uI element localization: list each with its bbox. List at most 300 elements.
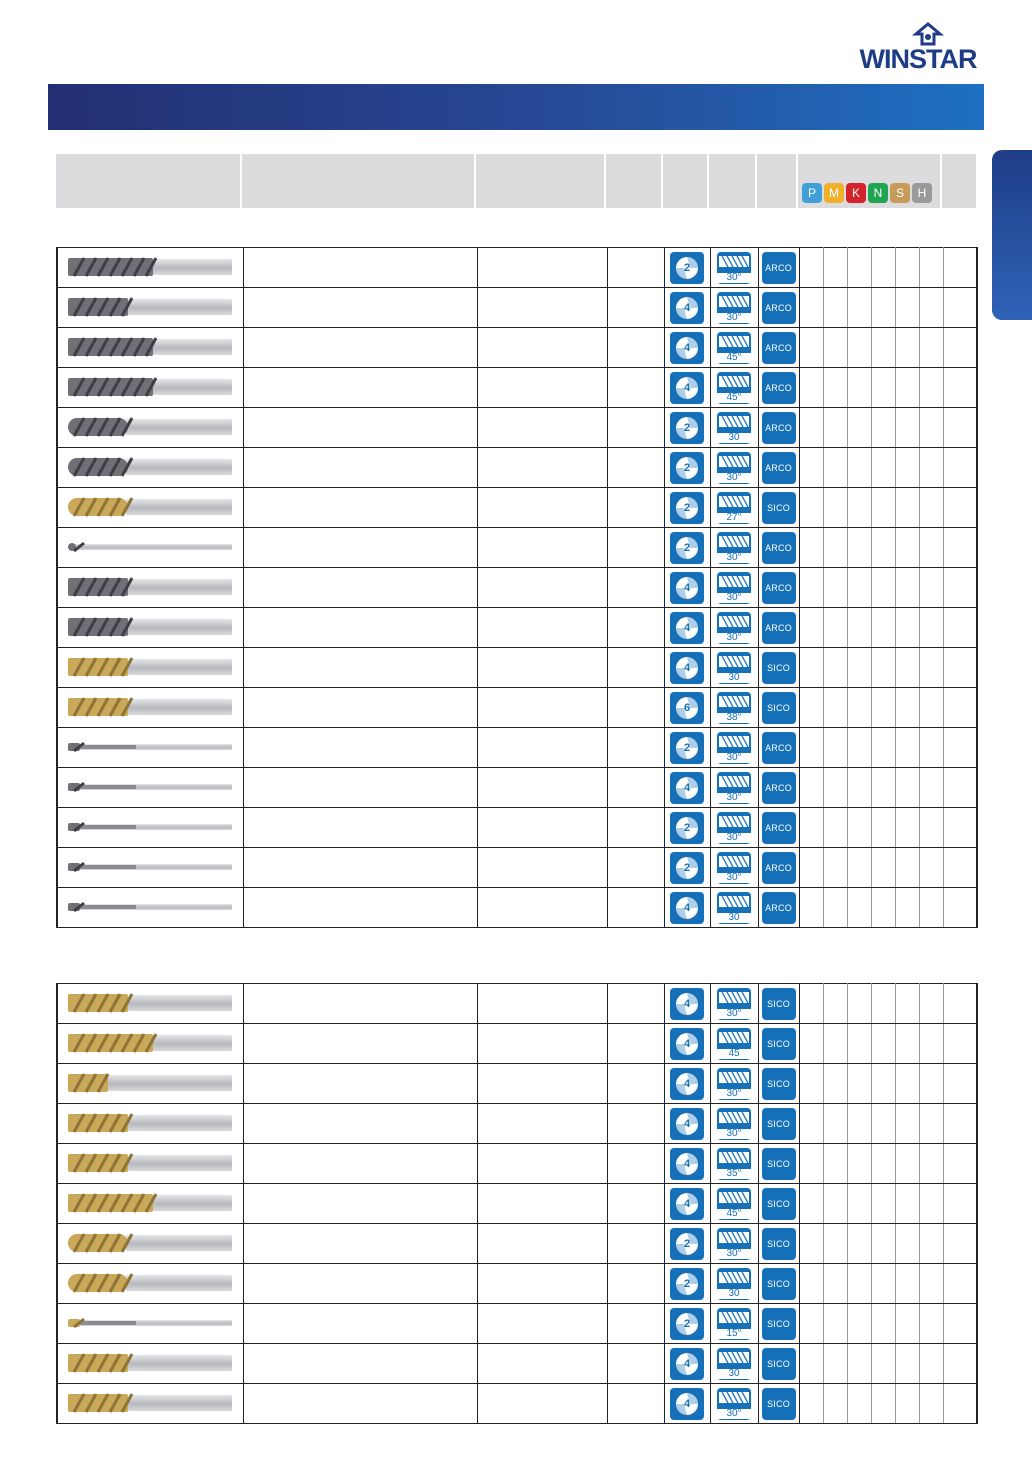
header-cell-series bbox=[242, 154, 476, 208]
helix-cell bbox=[710, 528, 758, 568]
flutes-icon bbox=[670, 692, 704, 724]
material-cell bbox=[847, 848, 871, 888]
end-cell bbox=[943, 1064, 977, 1104]
series-cell bbox=[243, 888, 477, 928]
helix-angle-icon bbox=[717, 1388, 751, 1420]
flutes-icon bbox=[670, 1028, 704, 1060]
coating-badge: ARCO bbox=[762, 772, 796, 804]
end-cell bbox=[943, 808, 977, 848]
helix-cell bbox=[710, 848, 758, 888]
material-cell bbox=[871, 888, 895, 928]
table-row[interactable] bbox=[57, 648, 977, 688]
material-cell bbox=[871, 768, 895, 808]
table-row[interactable] bbox=[57, 1384, 977, 1424]
material-cell bbox=[895, 568, 919, 608]
coating-cell bbox=[758, 1064, 799, 1104]
helix-angle-icon bbox=[717, 252, 751, 284]
series-cell bbox=[243, 488, 477, 528]
coating-badge: ARCO bbox=[762, 532, 796, 564]
helix-cell bbox=[710, 1144, 758, 1184]
material-cell bbox=[799, 328, 823, 368]
material-cell bbox=[823, 248, 847, 288]
flutes-icon bbox=[670, 492, 704, 524]
tool-image-cell bbox=[57, 608, 243, 648]
flutes-cell bbox=[664, 1024, 710, 1064]
material-cell bbox=[919, 648, 943, 688]
tool-image bbox=[68, 256, 232, 278]
series-cell bbox=[243, 1104, 477, 1144]
flutes-cell bbox=[664, 1144, 710, 1184]
table-row[interactable] bbox=[57, 368, 977, 408]
end-cell bbox=[943, 1184, 977, 1224]
coating-cell bbox=[758, 328, 799, 368]
table-row[interactable] bbox=[57, 1064, 977, 1104]
flutes-icon bbox=[670, 892, 704, 924]
coating-cell bbox=[758, 1024, 799, 1064]
tool-image bbox=[68, 1232, 232, 1254]
helix-cell bbox=[710, 808, 758, 848]
helix-angle-icon bbox=[717, 852, 751, 884]
material-cell bbox=[895, 848, 919, 888]
flutes-cell bbox=[664, 1264, 710, 1304]
material-cell bbox=[799, 448, 823, 488]
type-cell bbox=[477, 768, 607, 808]
flutes-icon bbox=[670, 652, 704, 684]
flutes-count: 4 bbox=[683, 901, 691, 914]
material-cell bbox=[871, 408, 895, 448]
material-cell bbox=[919, 808, 943, 848]
section-side-tab[interactable] bbox=[992, 150, 1032, 320]
material-cell bbox=[799, 688, 823, 728]
material-cell bbox=[799, 248, 823, 288]
coating-cell bbox=[758, 448, 799, 488]
end-cell bbox=[943, 1344, 977, 1384]
flutes-cell bbox=[664, 488, 710, 528]
tool-image-cell bbox=[57, 1024, 243, 1064]
flutes-count: 4 bbox=[683, 621, 691, 634]
flutes-cell bbox=[664, 1104, 710, 1144]
material-cell bbox=[823, 1344, 847, 1384]
series-cell bbox=[243, 984, 477, 1024]
flutes-cell bbox=[664, 648, 710, 688]
range-cell bbox=[607, 1304, 664, 1344]
header-cell-helix bbox=[709, 154, 757, 208]
flutes-cell bbox=[664, 728, 710, 768]
series-cell bbox=[243, 248, 477, 288]
material-cell bbox=[871, 1384, 895, 1424]
flutes-count: 2 bbox=[683, 861, 691, 874]
tool-image-cell bbox=[57, 1304, 243, 1344]
flutes-count: 2 bbox=[683, 1237, 691, 1250]
helix-angle: 38° bbox=[717, 713, 751, 723]
flutes-icon bbox=[670, 452, 704, 484]
flutes-icon bbox=[670, 1388, 704, 1420]
range-cell bbox=[607, 288, 664, 328]
material-cell bbox=[823, 1384, 847, 1424]
helix-angle: 45° bbox=[717, 353, 751, 363]
coating-cell bbox=[758, 1304, 799, 1344]
material-cell bbox=[823, 888, 847, 928]
flutes-cell bbox=[664, 1304, 710, 1344]
range-cell bbox=[607, 768, 664, 808]
coating-cell bbox=[758, 728, 799, 768]
helix-cell bbox=[710, 448, 758, 488]
helix-angle: 45° bbox=[717, 393, 751, 403]
material-cell bbox=[823, 528, 847, 568]
flutes-count: 4 bbox=[683, 1077, 691, 1090]
flutes-icon bbox=[670, 612, 704, 644]
coating-badge: SICO bbox=[762, 492, 796, 524]
helix-angle: 45° bbox=[717, 1209, 751, 1219]
material-cell bbox=[847, 608, 871, 648]
flutes-count: 4 bbox=[683, 301, 691, 314]
series-cell bbox=[243, 608, 477, 648]
material-cell bbox=[799, 1064, 823, 1104]
helix-cell bbox=[710, 1064, 758, 1104]
material-cell bbox=[823, 984, 847, 1024]
tool-image bbox=[68, 376, 232, 398]
helix-angle: 45 bbox=[717, 1049, 751, 1059]
end-cell bbox=[943, 248, 977, 288]
flutes-count: 4 bbox=[683, 381, 691, 394]
header-cell-materials bbox=[798, 154, 942, 208]
material-cell bbox=[895, 1264, 919, 1304]
material-cell bbox=[823, 848, 847, 888]
table-row[interactable] bbox=[57, 768, 977, 808]
flutes-cell bbox=[664, 848, 710, 888]
flutes-cell bbox=[664, 1184, 710, 1224]
coating-badge: ARCO bbox=[762, 252, 796, 284]
coating-cell bbox=[758, 984, 799, 1024]
material-cell bbox=[871, 288, 895, 328]
material-cell bbox=[799, 648, 823, 688]
material-cell bbox=[919, 1344, 943, 1384]
range-cell bbox=[607, 688, 664, 728]
coating-cell bbox=[758, 288, 799, 328]
material-cell bbox=[799, 528, 823, 568]
range-cell bbox=[607, 648, 664, 688]
flutes-cell bbox=[664, 888, 710, 928]
material-cell bbox=[895, 768, 919, 808]
flutes-count: 2 bbox=[683, 461, 691, 474]
material-cell bbox=[895, 808, 919, 848]
series-cell bbox=[243, 648, 477, 688]
material-cell bbox=[847, 1224, 871, 1264]
coating-cell bbox=[758, 568, 799, 608]
range-cell bbox=[607, 888, 664, 928]
coating-badge: ARCO bbox=[762, 332, 796, 364]
flutes-icon bbox=[670, 332, 704, 364]
helix-angle-icon bbox=[717, 1348, 751, 1380]
tool-image bbox=[68, 736, 232, 758]
helix-angle: 30° bbox=[717, 753, 751, 763]
table-row[interactable] bbox=[57, 568, 977, 608]
type-cell bbox=[477, 984, 607, 1024]
helix-cell bbox=[710, 728, 758, 768]
flutes-count: 4 bbox=[683, 341, 691, 354]
series-cell bbox=[243, 808, 477, 848]
material-cell bbox=[847, 288, 871, 328]
material-cell bbox=[799, 408, 823, 448]
header-cell-coating bbox=[757, 154, 798, 208]
type-cell bbox=[477, 288, 607, 328]
material-cell bbox=[799, 488, 823, 528]
logo-emblem-icon bbox=[916, 24, 940, 44]
helix-cell bbox=[710, 648, 758, 688]
material-cell bbox=[799, 1304, 823, 1344]
material-cell bbox=[919, 1144, 943, 1184]
type-cell bbox=[477, 1144, 607, 1184]
tool-table-1 bbox=[56, 247, 978, 928]
coating-badge: ARCO bbox=[762, 892, 796, 924]
flutes-count: 4 bbox=[683, 1157, 691, 1170]
material-cell bbox=[919, 1024, 943, 1064]
material-cell bbox=[919, 528, 943, 568]
material-badge-s: S bbox=[890, 183, 910, 203]
helix-angle: 30° bbox=[717, 273, 751, 283]
material-cell bbox=[919, 1104, 943, 1144]
tool-image-cell bbox=[57, 1104, 243, 1144]
tool-image bbox=[68, 336, 232, 358]
helix-angle-icon bbox=[717, 612, 751, 644]
helix-angle: 30 bbox=[717, 1289, 751, 1299]
end-cell bbox=[943, 448, 977, 488]
range-cell bbox=[607, 408, 664, 448]
helix-cell bbox=[710, 328, 758, 368]
coating-cell bbox=[758, 1344, 799, 1384]
material-cell bbox=[799, 888, 823, 928]
type-cell bbox=[477, 1104, 607, 1144]
material-cell bbox=[823, 328, 847, 368]
coating-cell bbox=[758, 408, 799, 448]
table-row[interactable] bbox=[57, 488, 977, 528]
tool-image bbox=[68, 1272, 232, 1294]
end-cell bbox=[943, 528, 977, 568]
table-row[interactable] bbox=[57, 608, 977, 648]
flutes-cell bbox=[664, 1344, 710, 1384]
flutes-icon bbox=[670, 372, 704, 404]
tool-image-cell bbox=[57, 488, 243, 528]
helix-angle-icon bbox=[717, 492, 751, 524]
tool-image-cell bbox=[57, 888, 243, 928]
type-cell bbox=[477, 1224, 607, 1264]
material-cell bbox=[871, 368, 895, 408]
material-cell bbox=[799, 1384, 823, 1424]
material-cell bbox=[919, 688, 943, 728]
tool-image-cell bbox=[57, 368, 243, 408]
material-cell bbox=[871, 1184, 895, 1224]
material-cell bbox=[847, 408, 871, 448]
flutes-icon bbox=[670, 412, 704, 444]
flutes-count: 4 bbox=[683, 1357, 691, 1370]
material-cell bbox=[847, 648, 871, 688]
material-cell bbox=[895, 408, 919, 448]
range-cell bbox=[607, 848, 664, 888]
material-cell bbox=[871, 1064, 895, 1104]
flutes-count: 2 bbox=[683, 261, 691, 274]
material-cell bbox=[895, 1104, 919, 1144]
table-row[interactable] bbox=[57, 984, 977, 1024]
material-cell bbox=[919, 1384, 943, 1424]
tool-image-cell bbox=[57, 1384, 243, 1424]
series-cell bbox=[243, 1384, 477, 1424]
helix-angle: 30° bbox=[717, 833, 751, 843]
helix-angle-icon bbox=[717, 732, 751, 764]
table-row[interactable] bbox=[57, 1304, 977, 1344]
table-row[interactable] bbox=[57, 528, 977, 568]
flutes-count: 2 bbox=[683, 501, 691, 514]
table-row[interactable] bbox=[57, 888, 977, 928]
coating-badge: ARCO bbox=[762, 812, 796, 844]
material-cell bbox=[895, 688, 919, 728]
end-cell bbox=[943, 368, 977, 408]
table-row[interactable] bbox=[57, 288, 977, 328]
material-cell bbox=[799, 1264, 823, 1304]
material-cell bbox=[799, 1224, 823, 1264]
series-cell bbox=[243, 368, 477, 408]
tool-table-2 bbox=[56, 983, 978, 1424]
helix-angle: 30 bbox=[717, 433, 751, 443]
helix-angle-icon bbox=[717, 772, 751, 804]
helix-angle: 30° bbox=[717, 633, 751, 643]
helix-cell bbox=[710, 488, 758, 528]
range-cell bbox=[607, 528, 664, 568]
tool-image-cell bbox=[57, 528, 243, 568]
end-cell bbox=[943, 608, 977, 648]
table-row[interactable] bbox=[57, 328, 977, 368]
material-cell bbox=[871, 848, 895, 888]
end-cell bbox=[943, 1104, 977, 1144]
flutes-icon bbox=[670, 1188, 704, 1220]
material-cell bbox=[823, 1184, 847, 1224]
table-row[interactable] bbox=[57, 688, 977, 728]
material-cell bbox=[871, 648, 895, 688]
series-cell bbox=[243, 1304, 477, 1344]
flutes-count: 4 bbox=[683, 781, 691, 794]
material-cell bbox=[823, 1024, 847, 1064]
table-row[interactable] bbox=[57, 728, 977, 768]
material-cell bbox=[919, 848, 943, 888]
material-cell bbox=[823, 1144, 847, 1184]
end-cell bbox=[943, 888, 977, 928]
type-cell bbox=[477, 848, 607, 888]
table-row[interactable] bbox=[57, 1024, 977, 1064]
tool-image bbox=[68, 656, 232, 678]
material-cell bbox=[847, 688, 871, 728]
tool-image bbox=[68, 496, 232, 518]
table-row[interactable] bbox=[57, 448, 977, 488]
table-row[interactable] bbox=[57, 1224, 977, 1264]
material-cell bbox=[847, 1384, 871, 1424]
coating-badge: ARCO bbox=[762, 292, 796, 324]
material-cell bbox=[871, 528, 895, 568]
material-cell bbox=[847, 368, 871, 408]
flutes-count: 2 bbox=[683, 741, 691, 754]
type-cell bbox=[477, 328, 607, 368]
tool-image-cell bbox=[57, 1264, 243, 1304]
flutes-icon bbox=[670, 852, 704, 884]
material-cell bbox=[799, 848, 823, 888]
material-cell bbox=[871, 1024, 895, 1064]
material-cell bbox=[871, 808, 895, 848]
coating-cell bbox=[758, 1384, 799, 1424]
flutes-cell bbox=[664, 1384, 710, 1424]
material-cell bbox=[895, 728, 919, 768]
range-cell bbox=[607, 1224, 664, 1264]
material-cell bbox=[799, 608, 823, 648]
type-cell bbox=[477, 1264, 607, 1304]
table-row[interactable] bbox=[57, 1144, 977, 1184]
tool-image-cell bbox=[57, 1064, 243, 1104]
table-row[interactable] bbox=[57, 1264, 977, 1304]
material-badge-k: K bbox=[846, 183, 866, 203]
material-cell bbox=[823, 1304, 847, 1344]
coating-cell bbox=[758, 768, 799, 808]
material-cell bbox=[871, 488, 895, 528]
flutes-cell bbox=[664, 288, 710, 328]
table-row[interactable] bbox=[57, 848, 977, 888]
table-row[interactable] bbox=[57, 808, 977, 848]
material-cell bbox=[871, 248, 895, 288]
end-cell bbox=[943, 488, 977, 528]
table-row[interactable] bbox=[57, 1104, 977, 1144]
material-cell bbox=[895, 1024, 919, 1064]
end-cell bbox=[943, 328, 977, 368]
helix-angle-icon bbox=[717, 292, 751, 324]
end-cell bbox=[943, 408, 977, 448]
material-cell bbox=[895, 288, 919, 328]
type-cell bbox=[477, 1024, 607, 1064]
material-cell bbox=[871, 1144, 895, 1184]
series-cell bbox=[243, 328, 477, 368]
flutes-icon bbox=[670, 772, 704, 804]
series-cell bbox=[243, 1344, 477, 1384]
helix-angle: 30° bbox=[717, 1129, 751, 1139]
series-cell bbox=[243, 728, 477, 768]
helix-cell bbox=[710, 1104, 758, 1144]
flutes-count: 2 bbox=[683, 1277, 691, 1290]
helix-angle: 30° bbox=[717, 593, 751, 603]
flutes-cell bbox=[664, 248, 710, 288]
header-cell-type bbox=[476, 154, 606, 208]
type-cell bbox=[477, 1344, 607, 1384]
table-row[interactable] bbox=[57, 1344, 977, 1384]
coating-cell bbox=[758, 528, 799, 568]
coating-badge: ARCO bbox=[762, 732, 796, 764]
type-cell bbox=[477, 248, 607, 288]
material-cell bbox=[895, 328, 919, 368]
material-cell bbox=[823, 408, 847, 448]
flutes-count: 4 bbox=[683, 661, 691, 674]
flutes-cell bbox=[664, 568, 710, 608]
material-cell bbox=[895, 984, 919, 1024]
tool-image-cell bbox=[57, 648, 243, 688]
helix-cell bbox=[710, 288, 758, 328]
material-cell bbox=[847, 1064, 871, 1104]
coating-badge: SICO bbox=[762, 1108, 796, 1140]
table-row[interactable] bbox=[57, 248, 977, 288]
tool-image bbox=[68, 576, 232, 598]
table-row[interactable] bbox=[57, 1184, 977, 1224]
material-cell bbox=[895, 528, 919, 568]
range-cell bbox=[607, 328, 664, 368]
flutes-cell bbox=[664, 688, 710, 728]
flutes-cell bbox=[664, 368, 710, 408]
material-cell bbox=[799, 288, 823, 328]
material-cell bbox=[799, 568, 823, 608]
table-row[interactable] bbox=[57, 408, 977, 448]
material-cell bbox=[919, 1264, 943, 1304]
